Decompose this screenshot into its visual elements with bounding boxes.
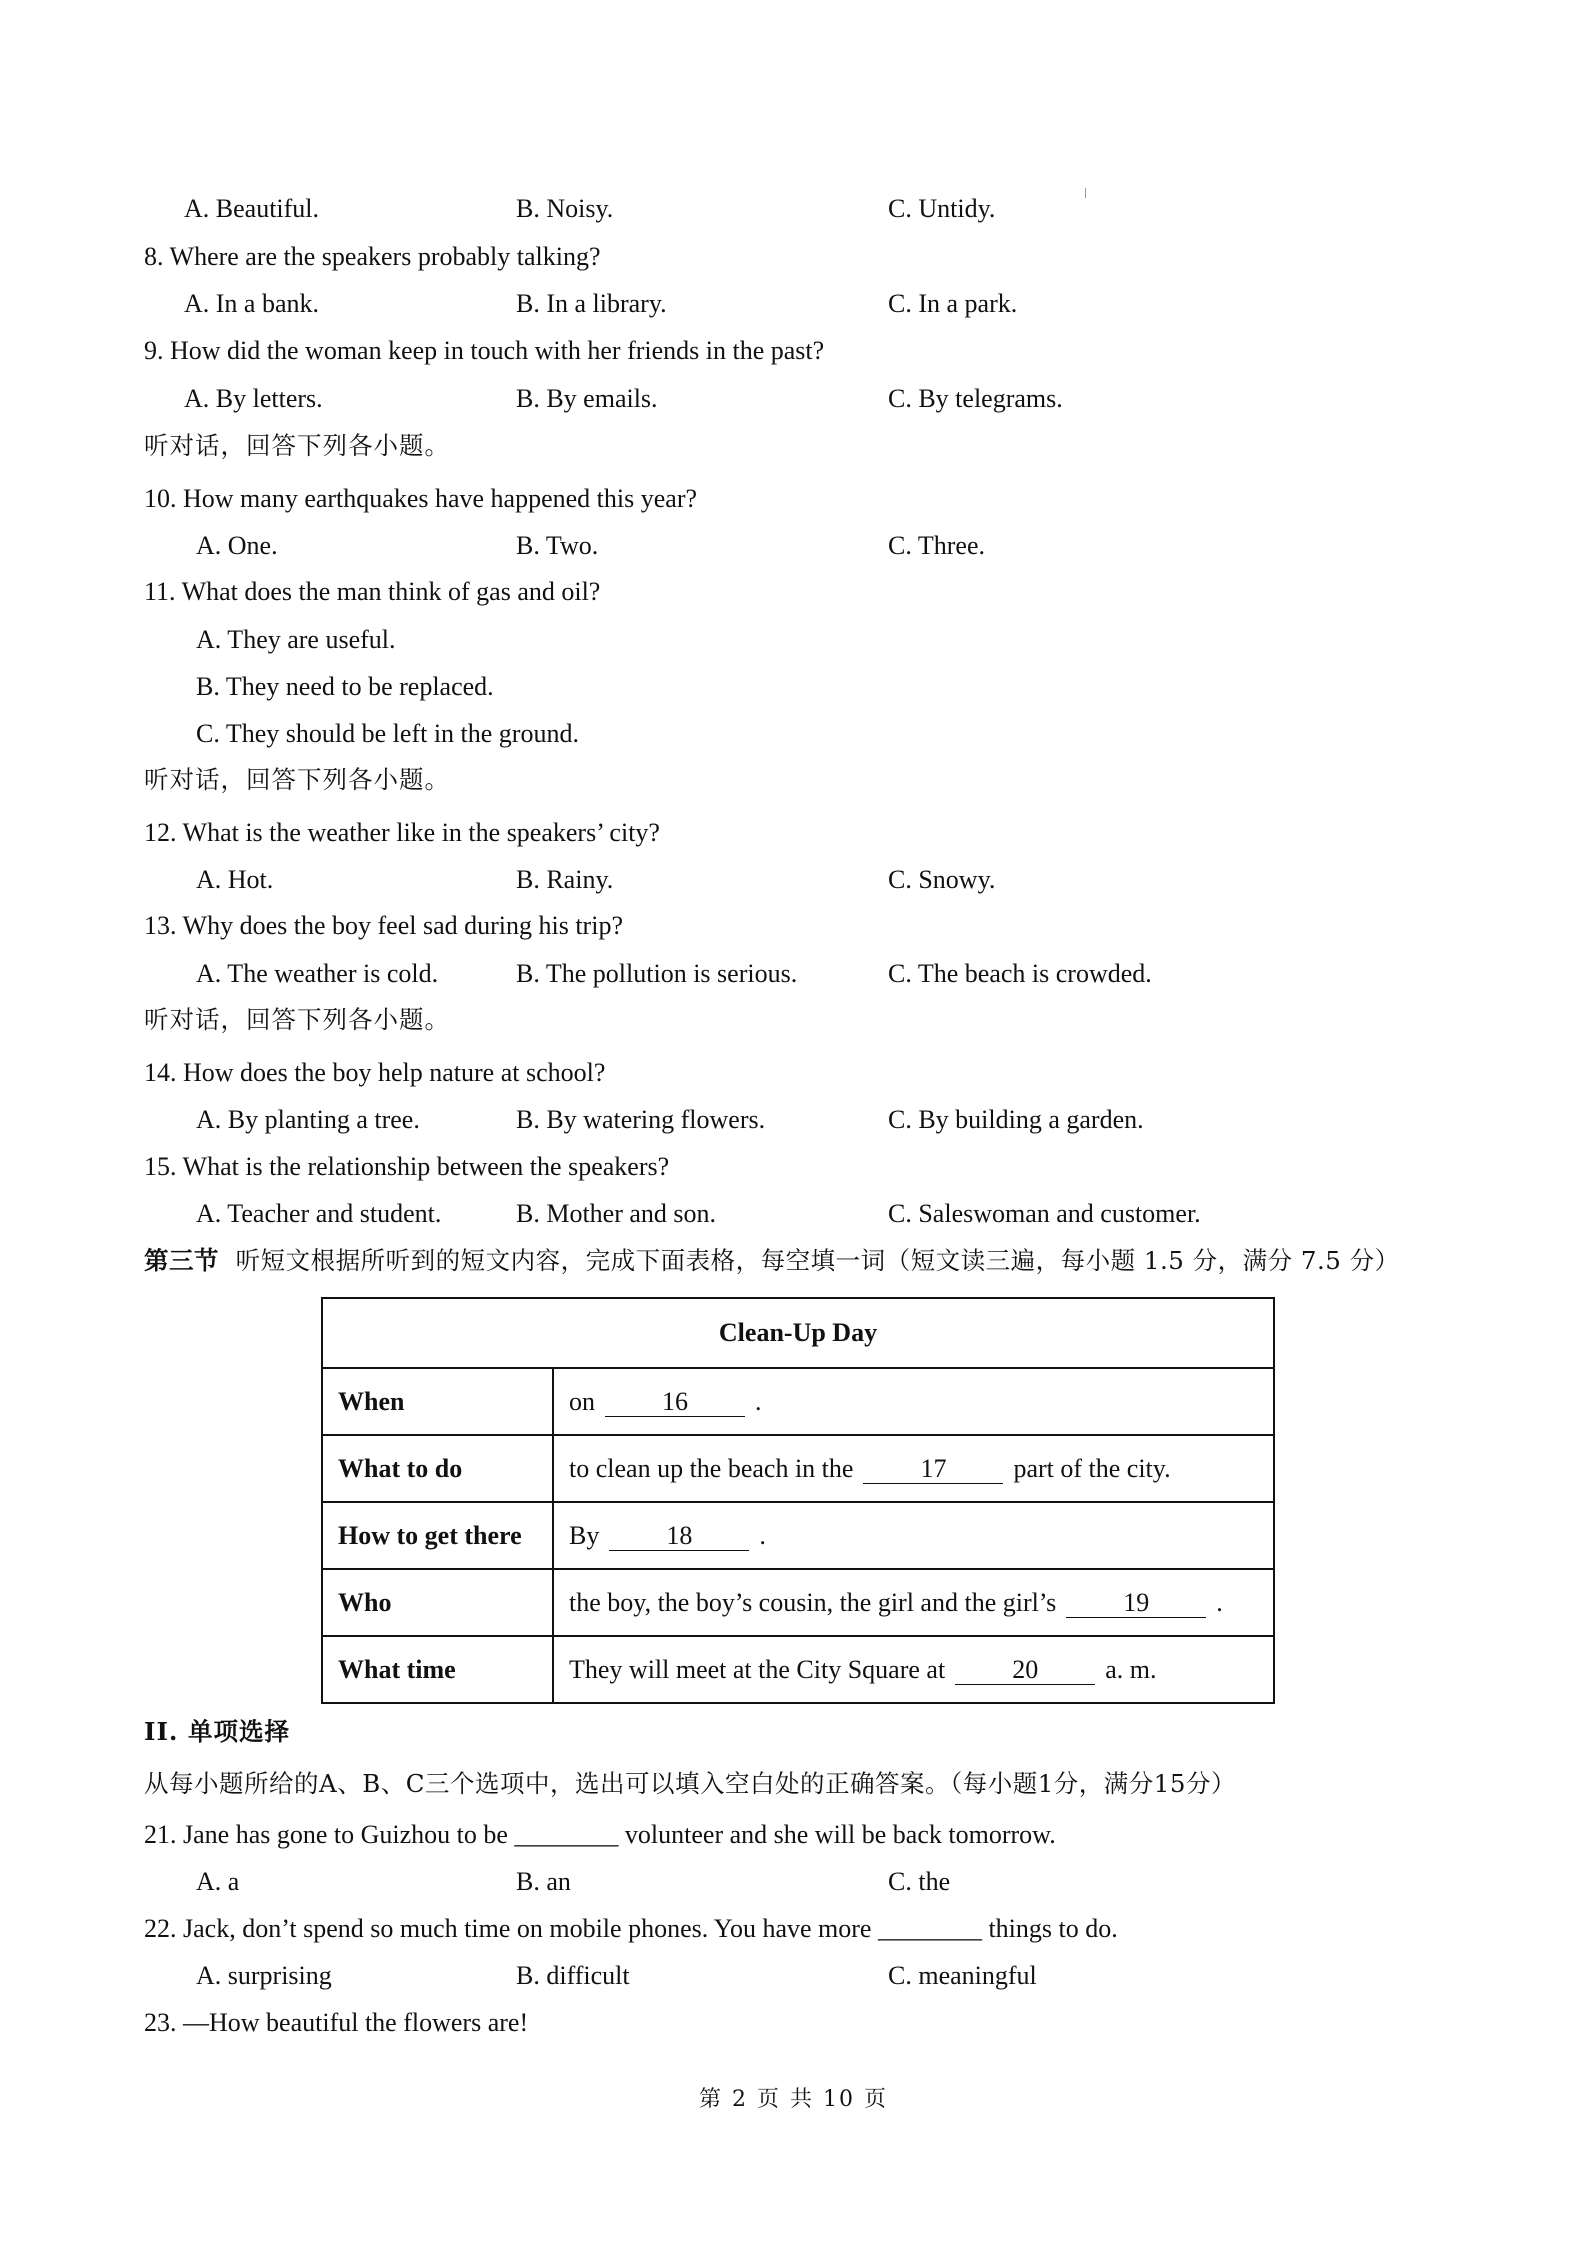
option-b: B. difficult [516, 1961, 630, 1990]
question-9 [0, 329, 1587, 373]
option-b: B. an [516, 1867, 571, 1896]
dialogue-instruction [0, 998, 1587, 1042]
option-a: A. The weather is cold. [196, 959, 439, 988]
answer-blank[interactable]: 20 [955, 1656, 1095, 1685]
question-text: 14. How does the boy help nature at school? [144, 1058, 606, 1087]
question-21 [0, 1813, 1587, 1857]
question-12 [0, 811, 1587, 855]
option-a: A. Beautiful. [184, 194, 320, 223]
option-c: C. Saleswoman and customer. [888, 1199, 1201, 1228]
option-b: B. Mother and son. [516, 1199, 717, 1228]
row-pre: on [569, 1386, 595, 1416]
question-text: 11. What does the man think of gas and oil? [144, 577, 601, 606]
part-2-instruction [0, 1762, 1587, 1806]
option-b: B. Noisy. [516, 194, 614, 223]
row-pre: to clean up the beach in the [569, 1453, 854, 1483]
question-15 [0, 1145, 1587, 1189]
row-label: When [322, 1368, 553, 1435]
question-text: 22. Jack, don’t spend so much time on mobile phones. You have more ________ things to do. [144, 1914, 1118, 1943]
options-row [0, 282, 1587, 326]
clean-up-day-table [321, 1297, 1275, 1704]
option-b: B. Two. [516, 531, 599, 560]
question-text: 21. Jane has gone to Guizhou to be ________ volunteer and she will be back tomorrow. [144, 1820, 1056, 1849]
option-c: C. meaningful [888, 1961, 1037, 1990]
row-pre: By [569, 1520, 600, 1550]
row-content [553, 1636, 1274, 1703]
table-row [322, 1502, 1274, 1569]
instruction-text: 听对话，回答下列各小题。 [144, 765, 450, 794]
row-content [553, 1368, 1274, 1435]
question-23 [0, 2001, 1587, 2045]
option-a: A. Teacher and student. [196, 1199, 442, 1228]
option-b: B. In a library. [516, 289, 667, 318]
part-2-heading [0, 1710, 1587, 1754]
table-row [322, 1569, 1274, 1636]
row-post: part of the city. [1013, 1453, 1171, 1483]
options-row [0, 377, 1587, 421]
option-c: C. Three. [888, 531, 985, 560]
section-3-line [144, 1239, 1400, 1283]
answer-blank[interactable]: 16 [605, 1388, 745, 1417]
option-c: C. the [888, 1867, 951, 1896]
row-label: How to get there [322, 1502, 553, 1569]
question-text: 23. —How beautiful the flowers are! [144, 2008, 529, 2037]
options-row [0, 952, 1587, 996]
row-content [553, 1569, 1274, 1636]
section-label: 第三节 [144, 1246, 219, 1275]
row-label: Who [322, 1569, 553, 1636]
question-text: 8. Where are the speakers probably talking? [144, 242, 601, 271]
option-line [0, 618, 1587, 662]
option-a: A. They are useful. [196, 625, 396, 654]
question-22 [0, 1907, 1587, 1951]
question-text: 12. What is the weather like in the speakers’ city? [144, 818, 660, 847]
option-c: C. The beach is crowded. [888, 959, 1152, 988]
row-post: . [759, 1520, 766, 1550]
option-b: B. By watering flowers. [516, 1105, 766, 1134]
option-a: A. One. [196, 531, 278, 560]
option-b: B. The pollution is serious. [516, 959, 798, 988]
options-row [0, 1098, 1587, 1142]
question-text: 9. How did the woman keep in touch with her friends in the past? [144, 336, 825, 365]
question-13 [0, 904, 1587, 948]
option-a: A. By letters. [184, 384, 323, 413]
question-10 [0, 477, 1587, 521]
option-c: C. By telegrams. [888, 384, 1063, 413]
option-a: A. surprising [196, 1961, 332, 1990]
instruction-text: 听对话，回答下列各小题。 [144, 1005, 450, 1034]
options-row [0, 524, 1587, 568]
answer-blank[interactable]: 17 [863, 1455, 1003, 1484]
row-pre: the boy, the boy’s cousin, the girl and the girl’s [569, 1587, 1057, 1617]
option-c: C. In a park. [888, 289, 1018, 318]
section-instruction: 听短文根据所听到的短文内容，完成下面表格，每空填一词（短文读三遍，每小题 1.5 分，满分 7.5 分） [235, 1246, 1400, 1275]
row-post: a. m. [1105, 1654, 1157, 1684]
row-content [553, 1435, 1274, 1502]
dialogue-instruction [0, 758, 1587, 802]
question-text: 15. What is the relationship between the speakers? [144, 1152, 670, 1181]
option-b: B. Rainy. [516, 865, 614, 894]
row-pre: They will meet at the City Square at [569, 1654, 946, 1684]
answer-blank[interactable]: 18 [609, 1522, 749, 1551]
question-8 [0, 235, 1587, 279]
option-c: C. They should be left in the ground. [196, 719, 579, 748]
options-row [0, 1860, 1587, 1904]
option-c: C. Untidy. [888, 194, 996, 223]
table-row [322, 1368, 1274, 1435]
row-content [553, 1502, 1274, 1569]
option-c: C. By building a garden. [888, 1105, 1144, 1134]
table-title: Clean-Up Day [322, 1298, 1274, 1368]
page-footer: 第 2 页 共 10 页 [699, 2087, 888, 2112]
row-post: . [755, 1386, 762, 1416]
instruction-text: 听对话，回答下列各小题。 [144, 431, 450, 460]
question-14 [0, 1051, 1587, 1095]
instruction-text: 从每小题所给的A、B、C三个选项中，选出可以填入空白处的正确答案。（每小题1分，满分15分） [144, 1769, 1236, 1798]
section-3-heading [0, 1239, 1587, 1283]
question-text: 13. Why does the boy feel sad during his trip? [144, 911, 623, 940]
row-label: What time [322, 1636, 553, 1703]
dialogue-instruction [0, 424, 1587, 468]
table-row [322, 1636, 1274, 1703]
option-line [0, 665, 1587, 709]
options-row [0, 1954, 1587, 1998]
option-line [0, 712, 1587, 756]
question-text: 10. How many earthquakes have happened this year? [144, 484, 698, 513]
option-a: A. Hot. [196, 865, 274, 894]
part-label: II. 单项选择 [144, 1717, 290, 1746]
option-b: B. They need to be replaced. [196, 672, 494, 701]
row-label: What to do [322, 1435, 553, 1502]
option-c: C. Snowy. [888, 865, 996, 894]
option-a: A. By planting a tree. [196, 1105, 420, 1134]
options-row [0, 187, 1587, 231]
option-a: A. a [196, 1867, 240, 1896]
options-row [0, 858, 1587, 902]
option-a: A. In a bank. [184, 289, 320, 318]
options-row [0, 1192, 1587, 1236]
question-11 [0, 570, 1587, 614]
table-row [322, 1435, 1274, 1502]
answer-blank[interactable]: 19 [1066, 1589, 1206, 1618]
row-post: . [1216, 1587, 1223, 1617]
option-b: B. By emails. [516, 384, 658, 413]
